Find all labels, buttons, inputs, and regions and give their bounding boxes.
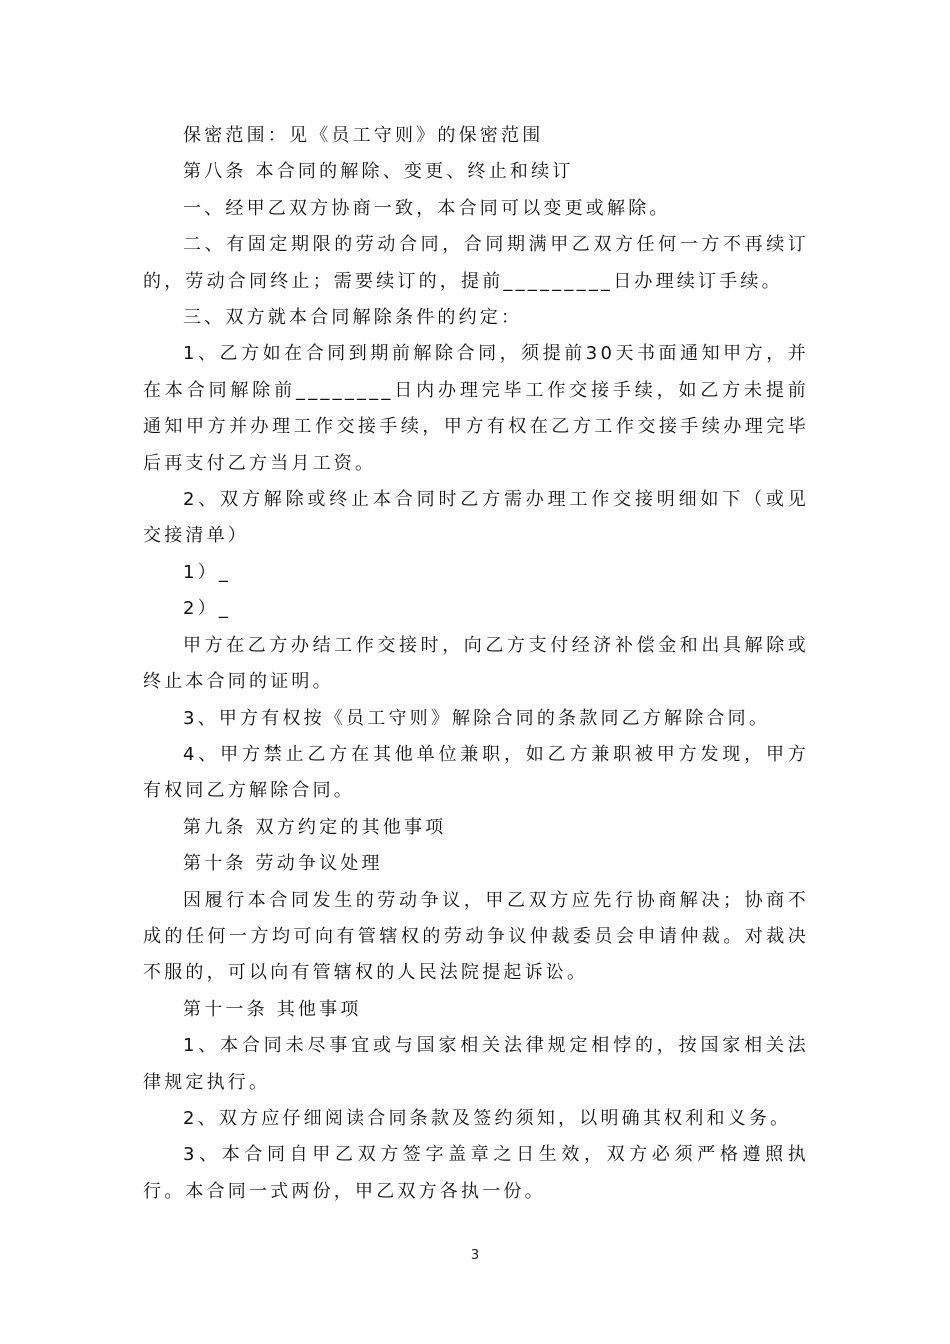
paragraph-legal-compliance: 1、本合同未尽事宜或与国家相关法律规定相悖的，按国家相关法律规定执行。	[143, 1035, 809, 1093]
page-number: 3	[470, 1248, 480, 1263]
paragraph-no-part-time: 4、甲方禁止乙方在其他单位兼职，如乙方兼职被甲方发现，甲方有权同乙方解除合同。	[143, 743, 809, 802]
document-body	[143, 118, 809, 1210]
article-9-heading: 第九条 双方约定的其他事项	[183, 816, 447, 838]
paragraph-dispute-resolution: 因履行本合同发生的劳动争议，甲乙双方应先行协商解决；协商不成的任何一方均可向有管辖权的劳动争议仲裁委员会申请仲裁。对裁决不服的，可以向有管辖权的人民法院提起诉讼。	[143, 889, 809, 984]
handover-item-2: 2）_	[183, 598, 232, 620]
paragraph-fixed-term-renewal: 二、有固定期限的劳动合同，合同期满甲乙双方任何一方不再续订的，劳动合同终止；需要续订的，提前_________日办理续订手续。	[143, 234, 809, 292]
article-10-heading: 第十条 劳动争议处理	[183, 853, 383, 875]
paragraph-termination-conditions: 三、双方就本合同解除条件的约定：	[183, 307, 523, 329]
paragraph-handover-details: 2、双方解除或终止本合同时乙方需办理工作交接明细如下（或见交接清单）	[143, 489, 809, 547]
paragraph-mutual-agreement: 一、经甲乙双方协商一致，本合同可以变更或解除。	[183, 197, 671, 219]
paragraph-read-carefully: 2、双方应仔细阅读合同条款及签约须知，以明确其权利和义务。	[183, 1107, 792, 1129]
paragraph-effective-date: 3、本合同自甲乙双方签字盖章之日生效，双方必须严格遵照执行。本合同一式两份，甲乙双方各执一份。	[143, 1144, 809, 1202]
paragraph-confidentiality-scope: 保密范围：见《员工守则》的保密范围	[183, 125, 544, 146]
article-11-heading: 第十一条 其他事项	[183, 998, 362, 1020]
paragraph-early-termination-notice: 1、乙方如在合同到期前解除合同，须提前30天书面通知甲方，并在本合同解除前________日内办理完毕工作交接手续，如乙方未提前通知甲方并办理工作交接手续，甲方有权在乙方工作交接手续办理完毕后再支付乙方当月工资。	[143, 343, 809, 474]
article-8-heading: 第八条 本合同的解除、变更、终止和续订	[183, 161, 574, 183]
paragraph-compensation: 甲方在乙方办结工作交接时，向乙方支付经济补偿金和出具解除或终止本合同的证明。	[143, 634, 809, 693]
paragraph-employee-rules-termination: 3、甲方有权按《员工守则》解除合同的条款同乙方解除合同。	[183, 707, 771, 729]
handover-item-1: 1）_	[183, 561, 232, 583]
